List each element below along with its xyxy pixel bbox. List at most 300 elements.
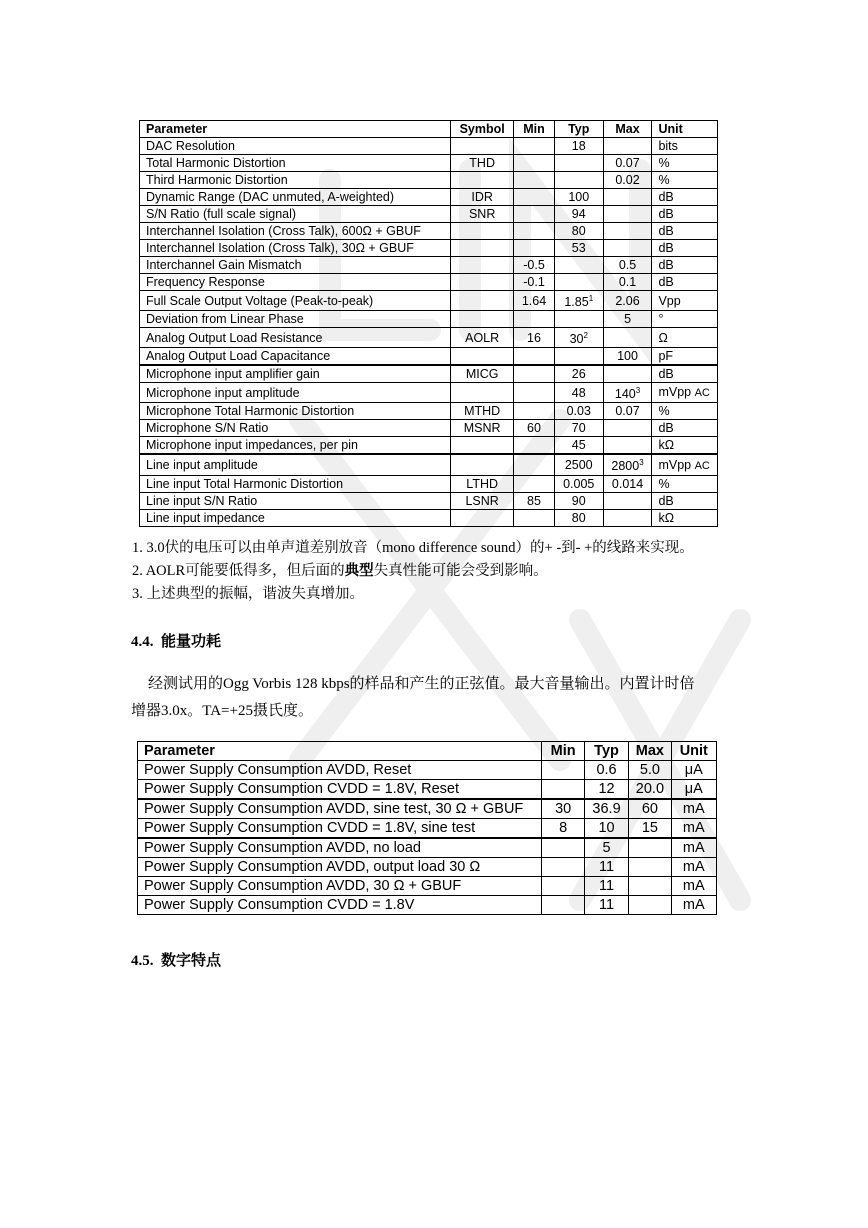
paragraph-line-2: 增器3.0x。TA=+25摄氏度。: [131, 703, 313, 719]
cell-typ: [554, 420, 603, 437]
cell-unit-value: %: [658, 173, 670, 187]
cell-parameter: [140, 155, 451, 172]
cell-max-value: 2.06: [615, 293, 640, 308]
cell-min: [514, 454, 555, 475]
cell-max: [603, 328, 652, 348]
cell-parameter-value: Analog Output Load Capacitance: [146, 349, 331, 364]
cell-parameter-value: Microphone S/N Ratio: [146, 421, 269, 436]
table-row: [140, 403, 718, 420]
cell-typ: [554, 240, 603, 257]
cell-min: [542, 780, 584, 800]
cell-unit: [652, 223, 718, 240]
cell-min: [542, 896, 584, 915]
cell-max: [603, 311, 652, 328]
cell-unit-value: dB: [658, 241, 674, 255]
table-row: [140, 138, 718, 155]
cell-typ-value: 1.85: [564, 295, 589, 310]
table-row: [140, 240, 718, 257]
cell-typ-value: 80: [571, 224, 586, 238]
cell-parameter-value: Microphone input amplitude: [146, 385, 300, 400]
cell-max: [603, 172, 652, 189]
cell-parameter-value: Third Harmonic Distortion: [146, 173, 288, 187]
cell-min: [514, 138, 555, 155]
cell-unit: [652, 155, 718, 172]
table-row: [138, 858, 717, 877]
cell-typ-value: 11: [599, 859, 615, 875]
footnote-2-text-after: 失真性能可能会受到影响。: [373, 563, 548, 579]
cell-parameter-value: Frequency Response: [146, 275, 265, 289]
cell-min: [542, 819, 584, 839]
cell-typ: [554, 348, 603, 366]
cell-unit: [671, 780, 716, 800]
cell-max: [603, 437, 652, 455]
table-row: [138, 838, 717, 858]
cell-parameter: [138, 799, 542, 819]
cell-symbol: [451, 454, 514, 475]
cell-symbol-value: LSNR: [465, 493, 499, 508]
cell-max: [629, 858, 671, 877]
cell-min: [542, 761, 584, 780]
cell-typ: [554, 475, 603, 492]
cell-parameter-value: Interchannel Gain Mismatch: [146, 258, 302, 272]
cell-max: [603, 454, 652, 475]
cell-unit: [652, 291, 718, 311]
table-row: [140, 475, 718, 492]
cell-parameter: [138, 819, 542, 839]
cell-parameter-value: Line input Total Harmonic Distortion: [146, 476, 344, 491]
cell-max-value: 0.014: [611, 476, 644, 491]
cell-max: [603, 189, 652, 206]
column-header-min: Min: [514, 121, 555, 138]
cell-min: [514, 189, 555, 206]
cell-max: [629, 780, 671, 800]
cell-parameter-value: Power Supply Consumption CVDD = 1.8V, Reset: [144, 781, 459, 797]
cell-min-value: 8: [559, 820, 568, 836]
cell-parameter-value: Power Supply Consumption AVDD, output load 30 Ω: [144, 859, 481, 875]
footnote-marker: 3: [639, 458, 644, 468]
column-header-typ: Typ: [584, 742, 628, 761]
cell-typ: [554, 206, 603, 223]
cell-parameter: [140, 257, 451, 274]
cell-min: [514, 206, 555, 223]
cell-unit-value: mA: [682, 820, 705, 836]
cell-parameter: [140, 206, 451, 223]
cell-max-value: 2800: [611, 459, 640, 474]
table-row: [140, 328, 718, 348]
cell-unit-value: dB: [658, 367, 674, 382]
cell-parameter-value: Power Supply Consumption CVDD = 1.8V: [144, 897, 415, 913]
cell-unit: [671, 819, 716, 839]
table-row: [140, 454, 718, 475]
table-row: [140, 172, 718, 189]
cell-max-value: 15: [641, 820, 658, 836]
cell-parameter: [138, 858, 542, 877]
cell-min: [514, 420, 555, 437]
cell-max: [603, 274, 652, 291]
cell-typ-value: 45: [571, 438, 586, 453]
cell-min-value: 1.64: [521, 293, 547, 308]
section-heading-4-5: [131, 949, 221, 970]
cell-parameter: [140, 492, 451, 509]
cell-unit: [652, 420, 718, 437]
cell-max-value: 140: [614, 387, 636, 402]
cell-parameter: [138, 896, 542, 915]
cell-max-value: 0.02: [615, 173, 640, 187]
cell-max: [603, 365, 652, 383]
cell-unit-value: bits: [658, 139, 678, 153]
footnote-1: 1. 3.0伏的电压可以由单声道差别放音（mono difference sound）的+ -到- +的线路来实现。: [132, 540, 694, 556]
cell-unit: [671, 838, 716, 858]
cell-parameter: [140, 365, 451, 383]
cell-parameter-value: Line input impedance: [146, 510, 265, 525]
table-row: [140, 383, 718, 403]
cell-unit-value: μA: [684, 781, 703, 797]
cell-max: [603, 492, 652, 509]
cell-max: [603, 348, 652, 366]
cell-parameter: [140, 475, 451, 492]
column-header-symbol: Symbol: [451, 121, 514, 138]
column-header-max: Max: [629, 742, 671, 761]
cell-unit-value: pF: [658, 349, 674, 364]
cell-unit: [652, 311, 718, 328]
cell-unit: [652, 475, 718, 492]
cell-typ: [554, 454, 603, 475]
cell-symbol: [451, 328, 514, 348]
table-row: [140, 492, 718, 509]
cell-min: [542, 877, 584, 896]
cell-unit-value: mA: [682, 801, 705, 817]
table-row: [138, 819, 717, 839]
cell-typ: [554, 189, 603, 206]
cell-typ: [554, 291, 603, 311]
cell-min: [514, 257, 555, 274]
cell-min: [514, 291, 555, 311]
cell-unit: [652, 509, 718, 526]
table-row: [140, 365, 718, 383]
cell-min: [514, 240, 555, 257]
power-test-paragraph: [131, 671, 751, 725]
cell-unit: [652, 240, 718, 257]
footnote-marker: 1: [588, 294, 594, 303]
cell-typ: [554, 274, 603, 291]
cell-typ: [554, 492, 603, 509]
cell-symbol: [451, 475, 514, 492]
cell-unit-value: kΩ: [658, 510, 675, 525]
cell-max: [603, 291, 652, 311]
cell-max-value: 100: [617, 349, 638, 364]
cell-symbol: [451, 420, 514, 437]
cell-typ-value: 0.005: [563, 476, 595, 491]
cell-max: [603, 420, 652, 437]
cell-max: [629, 896, 671, 915]
cell-symbol: [451, 257, 514, 274]
column-header-unit: Unit: [652, 121, 718, 138]
cell-min: [514, 437, 555, 455]
cell-symbol: [451, 189, 514, 206]
unit-qualifier: AC: [694, 459, 710, 472]
cell-symbol-value: MICG: [465, 367, 499, 382]
footnote-2: [132, 561, 548, 581]
unit-qualifier: AC: [694, 387, 710, 400]
cell-unit-value: dB: [658, 258, 674, 272]
table-row: [138, 799, 717, 819]
cell-symbol: [451, 311, 514, 328]
cell-parameter: [138, 838, 542, 858]
cell-parameter-value: Line input amplitude: [146, 458, 258, 473]
cell-parameter: [140, 383, 451, 403]
cell-unit-value: dB: [658, 493, 674, 508]
table-header-row: [138, 742, 717, 761]
cell-min: [514, 328, 555, 348]
cell-typ: [584, 896, 628, 915]
cell-symbol: [451, 274, 514, 291]
cell-unit-value: mVpp: [658, 385, 692, 400]
table-row: [140, 291, 718, 311]
table-row: [138, 761, 717, 780]
column-header-max: Max: [603, 121, 652, 138]
cell-parameter-value: Interchannel Isolation (Cross Talk), 30Ω + GBUF: [146, 241, 414, 255]
cell-typ: [554, 257, 603, 274]
cell-max: [603, 138, 652, 155]
cell-parameter: [140, 311, 451, 328]
cell-symbol: [451, 138, 514, 155]
cell-typ-value: 53: [571, 241, 586, 255]
cell-parameter: [140, 240, 451, 257]
section-number: 4.5.: [131, 953, 154, 969]
table-row: [140, 348, 718, 366]
cell-unit-value: %: [658, 156, 670, 170]
cell-parameter: [140, 328, 451, 348]
cell-min-value: 85: [527, 493, 541, 508]
cell-unit-value: dB: [658, 207, 674, 221]
power-consumption-table-body: [138, 761, 717, 915]
cell-typ-value: 30: [569, 332, 584, 347]
cell-symbol: [451, 206, 514, 223]
table-row: [140, 274, 718, 291]
cell-typ: [584, 858, 628, 877]
table-row: [140, 509, 718, 526]
cell-unit: [671, 761, 716, 780]
cell-unit-value: dB: [658, 275, 674, 289]
cell-unit: [652, 383, 718, 403]
cell-min: [514, 475, 555, 492]
cell-min: [514, 365, 555, 383]
cell-typ: [584, 819, 628, 839]
cell-unit-value: mVpp: [658, 457, 692, 472]
cell-symbol-value: MSNR: [463, 421, 501, 436]
cell-parameter: [138, 761, 542, 780]
cell-symbol-value: THD: [469, 156, 495, 170]
cell-typ-value: 10: [598, 820, 615, 836]
cell-typ: [554, 138, 603, 155]
cell-min: [514, 155, 555, 172]
cell-parameter-value: Analog Output Load Resistance: [146, 330, 323, 345]
cell-unit-value: mA: [682, 878, 705, 894]
cell-max: [603, 383, 652, 403]
footnote-3: 3. 上述典型的振幅，谐波失真增加。: [132, 586, 364, 602]
cell-unit: [652, 138, 718, 155]
cell-unit: [652, 206, 718, 223]
cell-max: [603, 206, 652, 223]
cell-unit-value: Ω: [658, 330, 668, 345]
footnote-marker: 2: [583, 331, 588, 341]
cell-unit: [671, 896, 716, 915]
cell-symbol: [451, 509, 514, 526]
cell-min: [542, 799, 584, 819]
table-row: [140, 420, 718, 437]
cell-parameter: [140, 189, 451, 206]
cell-symbol: [451, 492, 514, 509]
table-row: [140, 257, 718, 274]
cell-parameter: [138, 780, 542, 800]
cell-unit: [652, 172, 718, 189]
cell-max-value: 0.5: [618, 258, 637, 272]
cell-symbol: [451, 291, 514, 311]
cell-unit-value: dB: [658, 224, 674, 238]
cell-parameter: [140, 403, 451, 420]
footnote-2-text-before: 2. AOLR可能要低得多，但后面的: [132, 563, 345, 579]
cell-parameter: [140, 454, 451, 475]
cell-typ-value: 0.03: [566, 404, 591, 419]
cell-parameter: [140, 291, 451, 311]
cell-parameter: [140, 172, 451, 189]
cell-typ-value: 48: [571, 385, 586, 400]
column-header-parameter: Parameter: [138, 742, 542, 761]
cell-max: [603, 240, 652, 257]
table-header-row: [140, 121, 718, 138]
cell-typ: [584, 761, 628, 780]
cell-parameter-value: Full Scale Output Voltage (Peak-to-peak): [146, 293, 374, 308]
cell-typ-value: 2500: [564, 458, 593, 473]
cell-parameter-value: Dynamic Range (DAC unmuted, A-weighted): [146, 190, 395, 204]
power-consumption-table: [137, 741, 717, 915]
cell-min: [542, 838, 584, 858]
table-row: [140, 206, 718, 223]
cell-parameter-value: S/N Ratio (full scale signal): [146, 207, 297, 221]
cell-max: [629, 799, 671, 819]
cell-max: [603, 475, 652, 492]
cell-symbol: [451, 172, 514, 189]
cell-unit-value: dB: [658, 190, 674, 204]
table-row: [138, 877, 717, 896]
cell-unit-value: mA: [682, 897, 705, 913]
cell-typ-value: 80: [571, 510, 586, 525]
cell-typ: [584, 780, 628, 800]
cell-min-value: 16: [527, 330, 541, 345]
table-row: [140, 311, 718, 328]
cell-max: [603, 155, 652, 172]
section-title: 数字特点: [161, 953, 222, 969]
table-row: [140, 189, 718, 206]
cell-parameter: [140, 437, 451, 455]
cell-parameter: [138, 877, 542, 896]
cell-symbol-value: LTHD: [466, 476, 499, 491]
column-header-parameter: Parameter: [140, 121, 451, 138]
cell-parameter-value: DAC Resolution: [146, 139, 235, 153]
cell-typ: [584, 877, 628, 896]
cell-typ-value: 11: [599, 897, 615, 913]
cell-parameter-value: Deviation from Linear Phase: [146, 312, 304, 327]
cell-typ-value: 11: [599, 878, 615, 894]
cell-max-value: 20.0: [635, 781, 665, 797]
cell-symbol: [451, 437, 514, 455]
cell-symbol: [451, 240, 514, 257]
cell-typ: [554, 509, 603, 526]
cell-max: [603, 223, 652, 240]
footnote-2-bold-text: 典型: [344, 563, 374, 579]
cell-unit: [671, 799, 716, 819]
cell-typ: [554, 383, 603, 403]
cell-max: [629, 877, 671, 896]
cell-typ-value: 26: [571, 367, 586, 382]
cell-min: [514, 492, 555, 509]
cell-unit: [652, 365, 718, 383]
cell-unit-value: μA: [684, 762, 703, 778]
cell-unit: [652, 403, 718, 420]
cell-parameter-value: Total Harmonic Distortion: [146, 156, 286, 170]
cell-unit-value: kΩ: [658, 438, 675, 453]
cell-typ: [554, 437, 603, 455]
cell-parameter: [140, 274, 451, 291]
cell-parameter: [140, 223, 451, 240]
cell-symbol: [451, 223, 514, 240]
cell-parameter: [140, 420, 451, 437]
cell-typ-value: 12: [598, 781, 615, 797]
cell-parameter-value: Power Supply Consumption AVDD, Reset: [144, 762, 412, 778]
cell-typ: [554, 365, 603, 383]
cell-max-value: 5.0: [639, 762, 660, 778]
cell-unit: [652, 328, 718, 348]
cell-typ-value: 0.6: [596, 762, 617, 778]
table-row: [138, 896, 717, 915]
column-header-min: Min: [542, 742, 584, 761]
section-heading-4-4: [131, 630, 221, 651]
cell-min: [514, 403, 555, 420]
cell-unit-value: %: [658, 404, 670, 419]
cell-typ: [554, 223, 603, 240]
cell-unit: [652, 274, 718, 291]
table-row: [138, 780, 717, 800]
cell-max-value: 0.07: [615, 156, 640, 170]
cell-unit-value: %: [658, 476, 670, 491]
cell-unit-value: °: [658, 312, 664, 327]
cell-symbol: [451, 348, 514, 366]
cell-max-value: 5: [624, 312, 632, 327]
cell-typ: [584, 838, 628, 858]
column-header-unit: Unit: [671, 742, 716, 761]
table-row: [140, 437, 718, 455]
cell-unit: [652, 257, 718, 274]
table-row: [140, 155, 718, 172]
cell-max-value: 0.1: [618, 275, 637, 289]
cell-min: [514, 311, 555, 328]
cell-min: [514, 223, 555, 240]
cell-parameter-value: Power Supply Consumption AVDD, 30 Ω + GBUF: [144, 878, 462, 894]
cell-parameter-value: Power Supply Consumption AVDD, no load: [144, 840, 421, 856]
cell-min-value: -0.1: [523, 275, 545, 289]
cell-typ-value: 5: [602, 840, 611, 856]
cell-parameter: [140, 509, 451, 526]
cell-parameter-value: Power Supply Consumption AVDD, sine test, 30 Ω + GBUF: [144, 801, 524, 817]
cell-typ-value: 90: [571, 493, 586, 508]
cell-max: [603, 509, 652, 526]
cell-typ: [554, 328, 603, 348]
cell-max-value: 0.07: [615, 404, 640, 419]
cell-symbol: [451, 383, 514, 403]
audio-spec-table: [139, 120, 718, 527]
cell-parameter-value: Microphone input amplifier gain: [146, 367, 320, 382]
cell-typ-value: 70: [571, 421, 586, 436]
